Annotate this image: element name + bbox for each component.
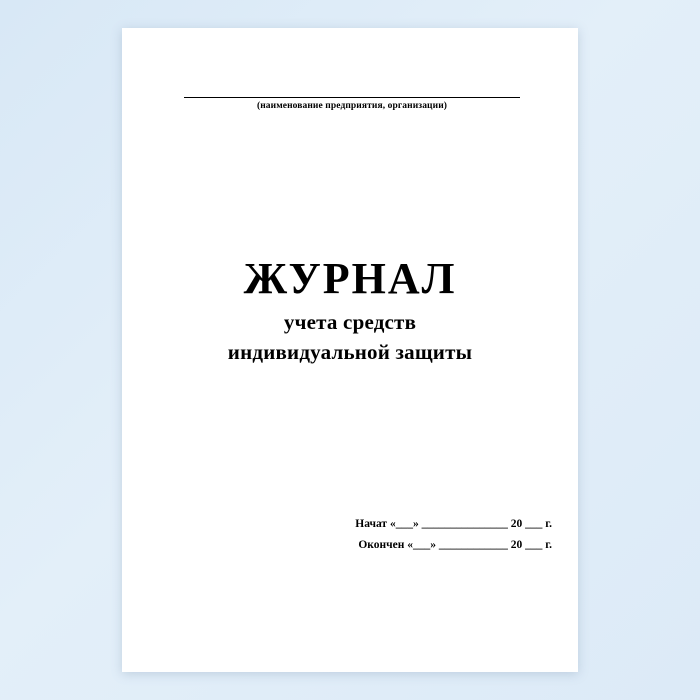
document-dates-block <box>322 518 552 560</box>
document-title-subtitle-2: индивидуальной защиты <box>227 340 473 365</box>
organization-name-field <box>184 96 520 111</box>
document-title-subtitle-1: учета средств <box>283 310 417 335</box>
organization-name-rule <box>184 96 520 98</box>
document-title-block <box>122 256 578 365</box>
date-finished-line: Окончен «___» ____________ 20 ___ г. <box>358 539 552 551</box>
organization-name-caption: (наименование предприятия, организации) <box>256 101 448 111</box>
document-title-main: ЖУРНАЛ <box>243 254 457 303</box>
date-started-line: Начат «___» _______________ 20 ___ г. <box>355 518 552 530</box>
document-page <box>122 28 578 672</box>
